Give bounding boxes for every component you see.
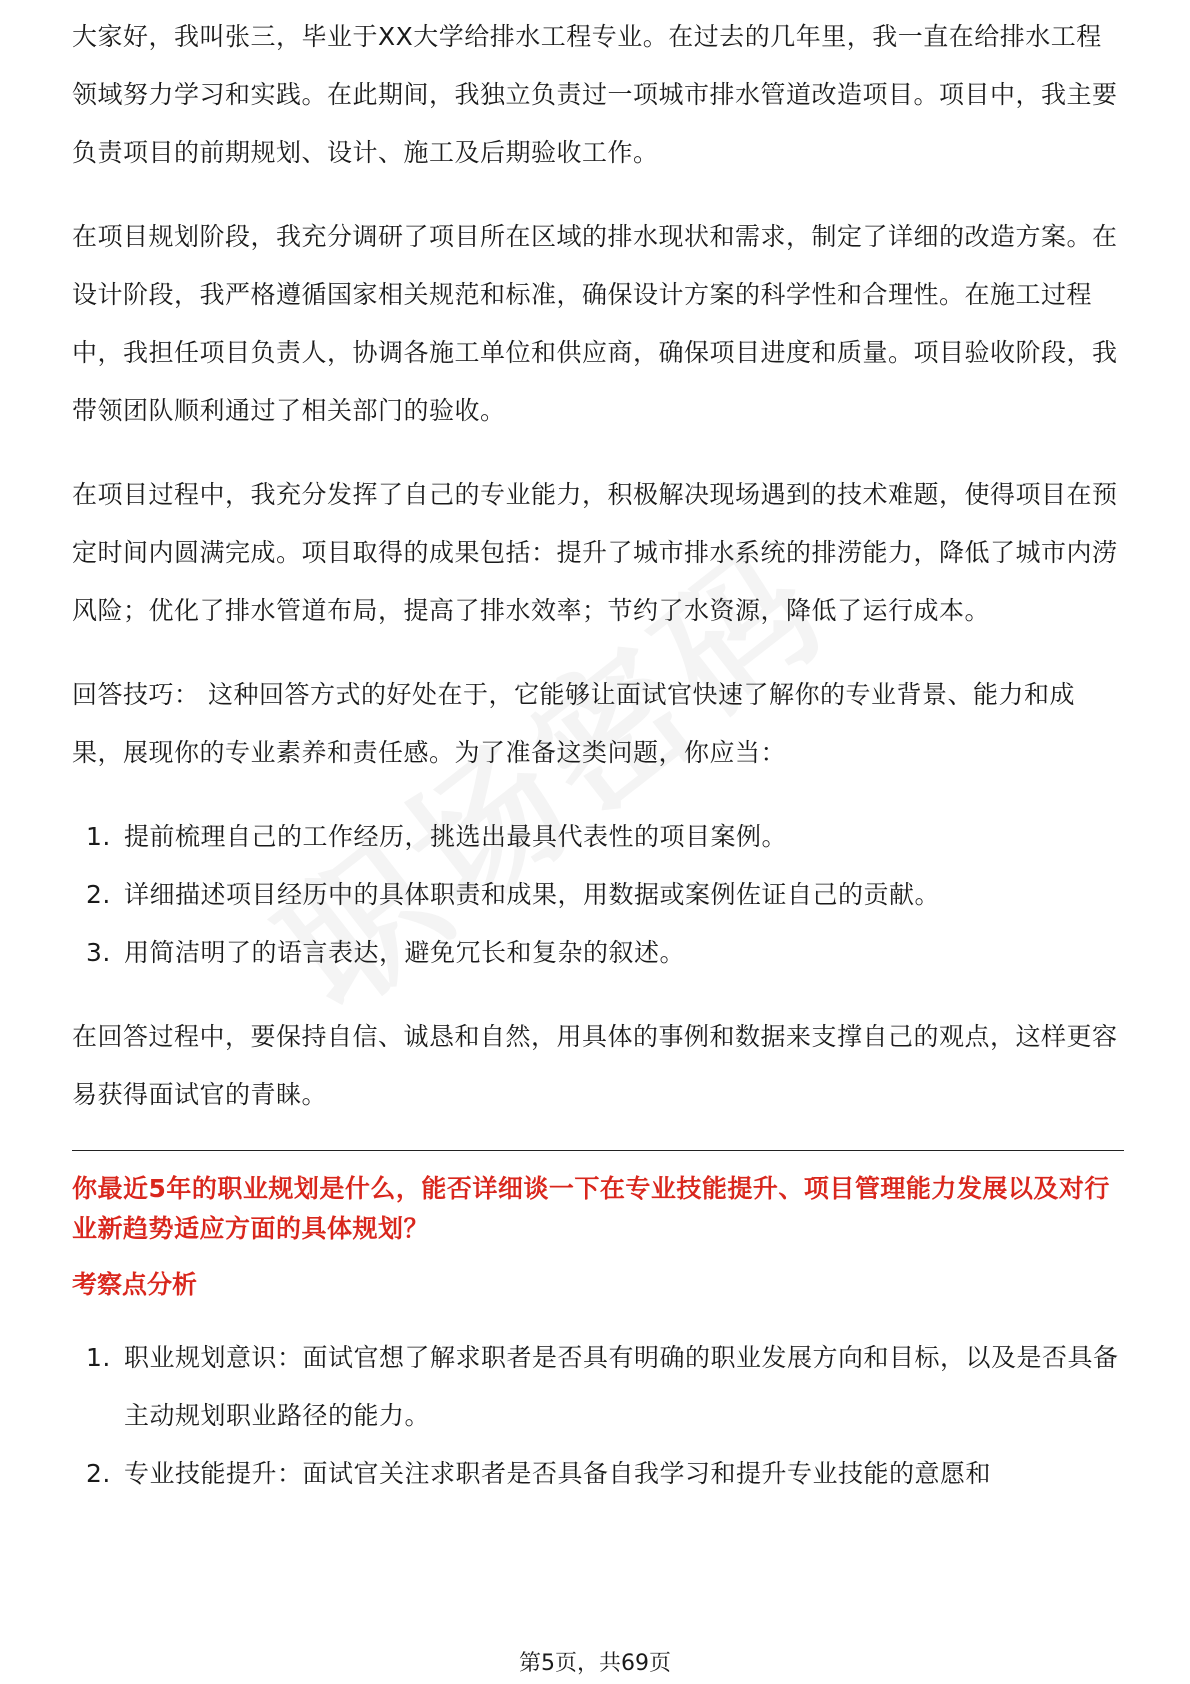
list-number: 2.: [86, 1459, 111, 1488]
list-item: [72, 808, 1124, 866]
tips-list: [72, 808, 1124, 982]
page-footer: 第5页，共69页: [519, 1651, 671, 1676]
list-text: 提前梳理自己的工作经历，挑选出最具代表性的项目案例。: [124, 822, 788, 851]
list-text: 专业技能提升：面试官关注求职者是否具备自我学习和提升专业技能的意愿和: [124, 1459, 992, 1488]
section-divider: [72, 1150, 1124, 1151]
list-number: 1.: [86, 1343, 111, 1372]
interview-question: 你最近5年的职业规划是什么，能否详细谈一下在专业技能提升、项目管理能力发展以及对行业新趋势适应方面的具体规划？: [72, 1174, 1110, 1243]
list-item: [72, 866, 1124, 924]
list-item: [72, 1329, 1124, 1445]
planning-paragraph: 在项目规划阶段，我充分调研了项目所在区域的排水现状和需求，制定了详细的改造方案。在设计阶段，我严格遵循国家相关规范和标准，确保设计方案的科学性和合理性。在施工过程中，我担任项目负责人，协调各施工单位和供应商，确保项目进度和质量。项目验收阶段，我带领团队顺利通过了相关部门的验收。: [72, 222, 1118, 425]
intro-paragraph: 大家好，我叫张三，毕业于XX大学给排水工程专业。在过去的几年里，我一直在给排水工程领域努力学习和实践。在此期间，我独立负责过一项城市排水管道改造项目。项目中，我主要负责项目的前期规划、设计、施工及后期验收工作。: [72, 22, 1118, 167]
list-item: [72, 924, 1124, 982]
list-number: 3.: [86, 938, 111, 967]
list-item: [72, 1445, 1124, 1503]
answer-tips-paragraph: 回答技巧： 这种回答方式的好处在于，它能够让面试官快速了解你的专业背景、能力和成果，展现你的专业素养和责任感。为了准备这类问题，你应当：: [72, 680, 1075, 767]
results-paragraph: 在项目过程中，我充分发挥了自己的专业能力，积极解决现场遇到的技术难题，使得项目在预定时间内圆满完成。项目取得的成果包括：提升了城市排水系统的排涝能力，降低了城市内涝风险；优化了排水管道布局，提高了排水效率；节约了水资源，降低了运行成本。: [72, 480, 1118, 625]
list-text: 用简洁明了的语言表达，避免冗长和复杂的叙述。: [124, 938, 686, 967]
analysis-list: [72, 1329, 1124, 1503]
closing-paragraph: 在回答过程中，要保持自信、诚恳和自然，用具体的事例和数据来支撑自己的观点，这样更容易获得面试官的青睐。: [72, 1022, 1118, 1109]
list-number: 2.: [86, 880, 111, 909]
page-content: [72, 22, 1124, 1529]
list-text: 职业规划意识：面试官想了解求职者是否具有明确的职业发展方向和目标，以及是否具备主动规划职业路径的能力。: [124, 1343, 1119, 1430]
analysis-heading: 考察点分析: [72, 1270, 198, 1299]
list-text: 详细描述项目经历中的具体职责和成果，用数据或案例佐证自己的贡献。: [124, 880, 941, 909]
list-number: 1.: [86, 822, 111, 851]
